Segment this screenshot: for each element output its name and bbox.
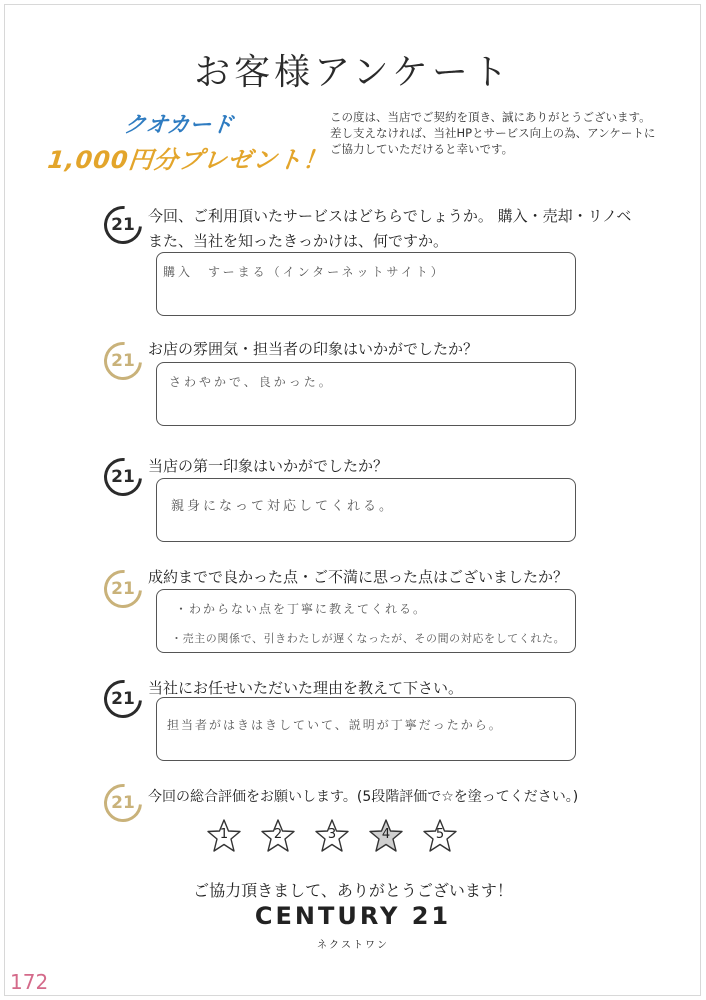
intro-line-2: 差し支えなければ、当社HPとサービス向上の為、アンケートに [330, 126, 656, 140]
intro-line-1: この度は、当店でご契約を頂き、誠にありがとうございます。 [330, 110, 651, 124]
answer-3-line-1: 親身になって対応してくれる。 [171, 499, 396, 514]
star-label: 5 [435, 827, 445, 842]
logo-label: 21 [111, 579, 135, 599]
logo-label: 21 [111, 467, 135, 487]
thanks-message: ご協力頂きまして、ありがとうございます！ [193, 881, 513, 900]
star-icon[interactable] [368, 818, 404, 854]
answer-box-3[interactable] [156, 478, 576, 542]
rating-stars [206, 818, 466, 858]
answer-box-1[interactable] [156, 252, 576, 316]
logo-label: 21 [111, 215, 135, 235]
question-5: 当社にお任せいただいた理由を教えて下さい。 [148, 679, 464, 697]
page-title: お客様アンケート [194, 52, 512, 93]
question-1-line-1: 今回、ご利用頂いたサービスはどちらでしょうか。 購入・売却・リノベ [148, 207, 632, 225]
answer-box-4[interactable] [156, 589, 576, 653]
brand-logo: CENTURY 21 [254, 902, 452, 930]
logo-label: 21 [111, 689, 135, 709]
star-label: 1 [219, 827, 229, 842]
question-6: 今回の総合評価をお願いします。(5段階評価で☆を塗ってください。) [148, 789, 579, 805]
promo-line-1: クオカード [122, 113, 235, 138]
answer-4-line-2: ・売主の関係で、引きわたしが遅くなったが、その間の対応をしてくれた。 [171, 632, 566, 645]
intro-text [330, 109, 690, 157]
page-number: 172 [10, 970, 49, 994]
star-label: 2 [273, 827, 283, 842]
question-2: お店の雰囲気・担当者の印象はいかがでしたか？ [148, 340, 479, 358]
promo-line-2: 1,000円分プレゼント！ [46, 146, 330, 174]
star-icon[interactable] [260, 818, 296, 854]
answer-1-line-1: 購入 すーまる（インターネットサイト） [163, 265, 446, 279]
intro-line-3: ご協力していただけると幸いです。 [330, 142, 514, 156]
star-label: 4 [381, 827, 391, 842]
answer-4-line-1: ・わからない点を丁寧に教えてくれる。 [175, 602, 428, 616]
star-label: 3 [327, 827, 337, 842]
question-4: 成約までで良かった点・ご不満に思った点はございましたか？ [148, 568, 569, 586]
star-icon[interactable] [314, 818, 350, 854]
answer-box-5[interactable] [156, 697, 576, 761]
answer-5-line-1: 担当者がはきはきしていて、説明が丁寧だったから。 [167, 718, 503, 732]
star-icon[interactable] [206, 818, 242, 854]
answer-2-line-1: さわやかで、良かった。 [169, 375, 334, 389]
question-3: 当店の第一印象はいかがでしたか？ [148, 457, 389, 475]
answer-box-2[interactable] [156, 362, 576, 426]
logo-label: 21 [111, 351, 135, 371]
brand-subtitle: ネクストワン [317, 940, 389, 951]
question-1-line-2: また、当社を知ったきっかけは、何ですか。 [148, 232, 449, 250]
star-icon[interactable] [422, 818, 458, 854]
logo-label: 21 [111, 793, 135, 813]
